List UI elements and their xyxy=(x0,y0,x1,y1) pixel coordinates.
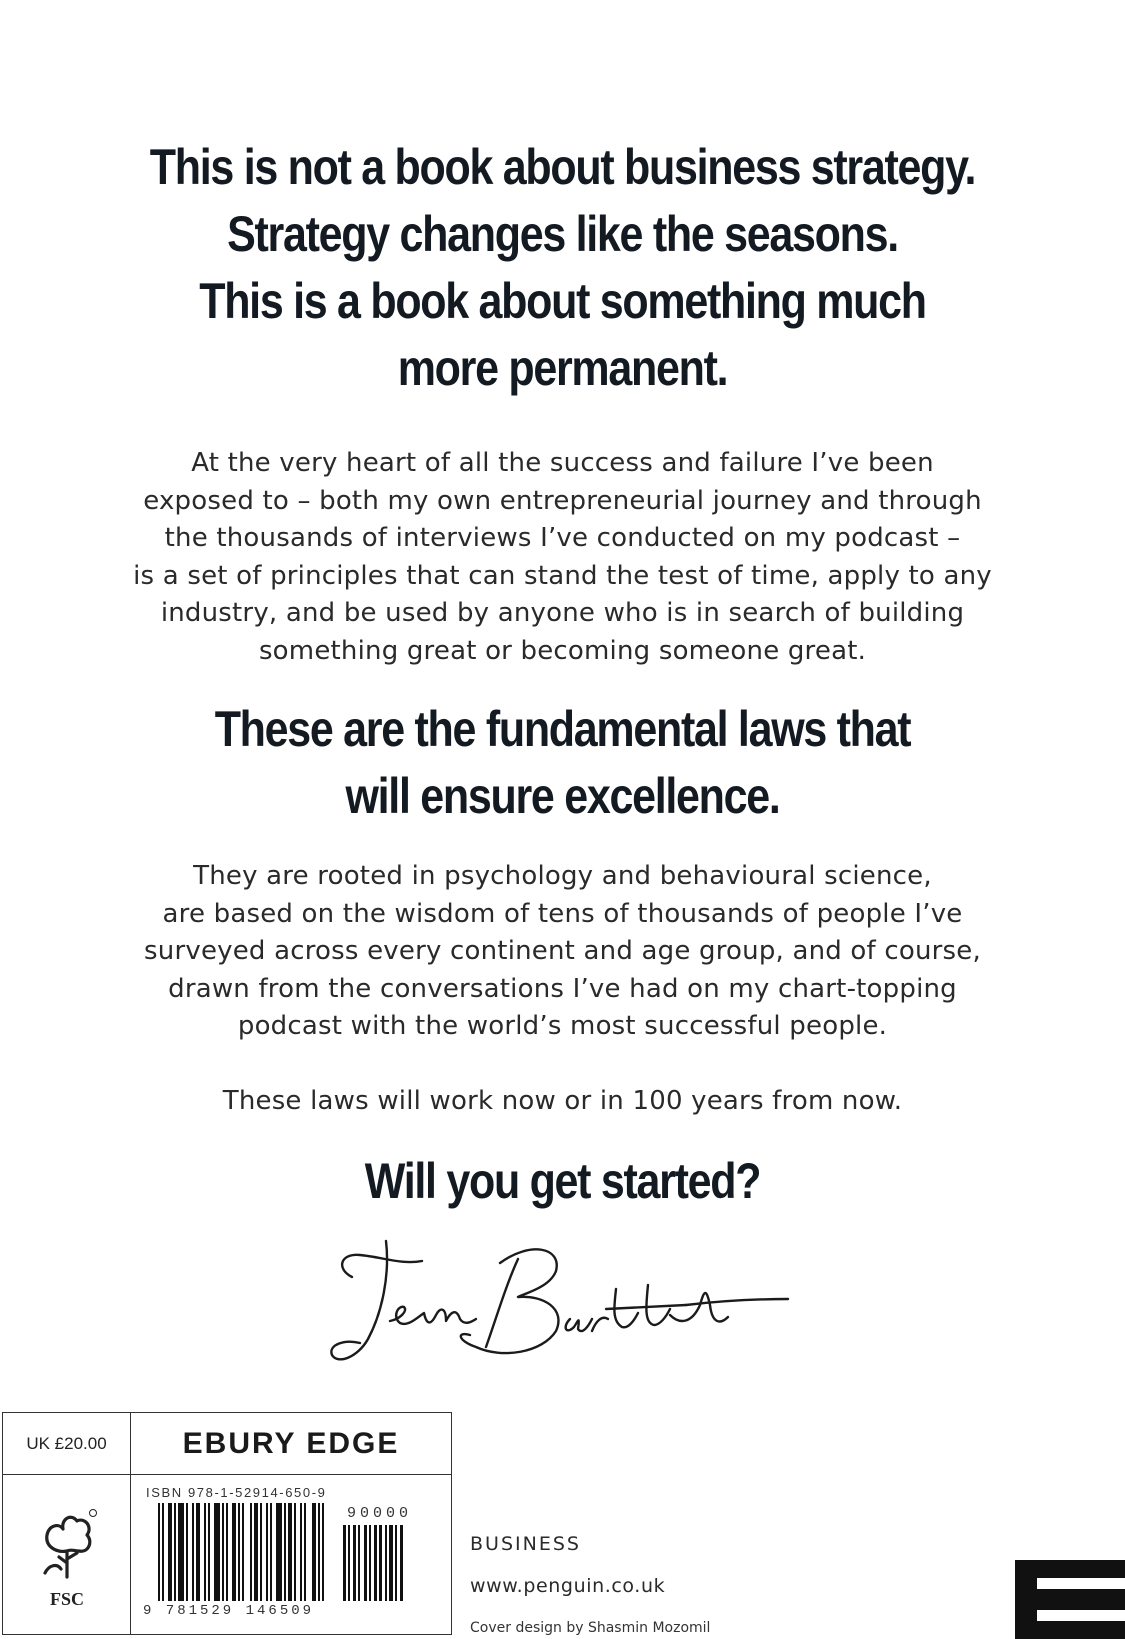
paragraph-line: exposed to – both my own entrepreneurial journey and through xyxy=(143,485,982,516)
fsc-tree-icon xyxy=(35,1507,99,1587)
price-cell xyxy=(3,1413,131,1475)
paragraph-line: surveyed across every continent and age group, and of course, xyxy=(144,936,981,966)
fsc-cell xyxy=(3,1475,131,1634)
price-code: 90000 xyxy=(347,1505,413,1522)
paragraph-line: They are rooted in psychology and behavioural science, xyxy=(193,861,932,891)
closing-paragraph xyxy=(60,1083,1065,1121)
imprint-cell xyxy=(131,1413,451,1475)
cover-credit: Cover design by Shasmin Mozomil xyxy=(470,1620,711,1636)
paragraph-line: drawn from the conversations I’ve had on my chart-topping xyxy=(168,973,957,1004)
closing-question-text: Will you get started? xyxy=(364,1153,761,1209)
paragraph-line: is a set of principles that can stand the test of time, apply to any xyxy=(133,560,992,591)
subheadline-line: These are the fundamental laws that xyxy=(214,701,911,757)
headline-line: more permanent. xyxy=(397,340,728,396)
headline-line: This is not a book about business strategy. xyxy=(149,139,976,195)
paragraph-line: podcast with the world’s most successful people. xyxy=(237,1011,888,1041)
publisher-logo-icon xyxy=(1015,1560,1125,1639)
detail-paragraph xyxy=(60,858,1065,1046)
imprint-logo: EBURY EDGE xyxy=(182,1426,400,1460)
headline-line: This is a book about something much xyxy=(199,273,926,329)
barcode-bars xyxy=(158,1503,338,1601)
paragraph-line: the thousands of interviews I’ve conducted on my podcast – xyxy=(164,523,961,553)
paragraph-line: something great or becoming someone great. xyxy=(258,635,867,666)
subheadline-line: will ensure excellence. xyxy=(345,768,780,824)
paragraph-line: industry, and be used by anyone who is in search of building xyxy=(160,598,965,628)
addon-barcode-bars xyxy=(343,1525,423,1601)
headline xyxy=(130,134,994,402)
headline-line: Strategy changes like the seasons. xyxy=(227,206,898,262)
fsc-label: FSC xyxy=(49,1589,84,1609)
paragraph-line: are based on the wisdom of tens of thousands of people I’ve xyxy=(162,898,963,929)
isbn-text: ISBN 978-1-52914-650-9 xyxy=(146,1485,327,1500)
paragraph-line: At the very heart of all the success and failure I’ve been xyxy=(191,448,934,478)
publisher-website: www.penguin.co.uk xyxy=(470,1575,666,1597)
closing-question xyxy=(130,1148,994,1215)
intro-paragraph xyxy=(60,445,1065,670)
category-label: BUSINESS xyxy=(470,1533,581,1555)
author-signature xyxy=(330,1235,790,1375)
paragraph-line: These laws will work now or in 100 years from now. xyxy=(222,1086,903,1116)
barcode-box xyxy=(2,1412,452,1635)
price-label: UK £20.00 xyxy=(26,1433,107,1453)
barcode-digits: 9 781529 146509 xyxy=(143,1603,315,1619)
subheadline xyxy=(130,696,994,830)
